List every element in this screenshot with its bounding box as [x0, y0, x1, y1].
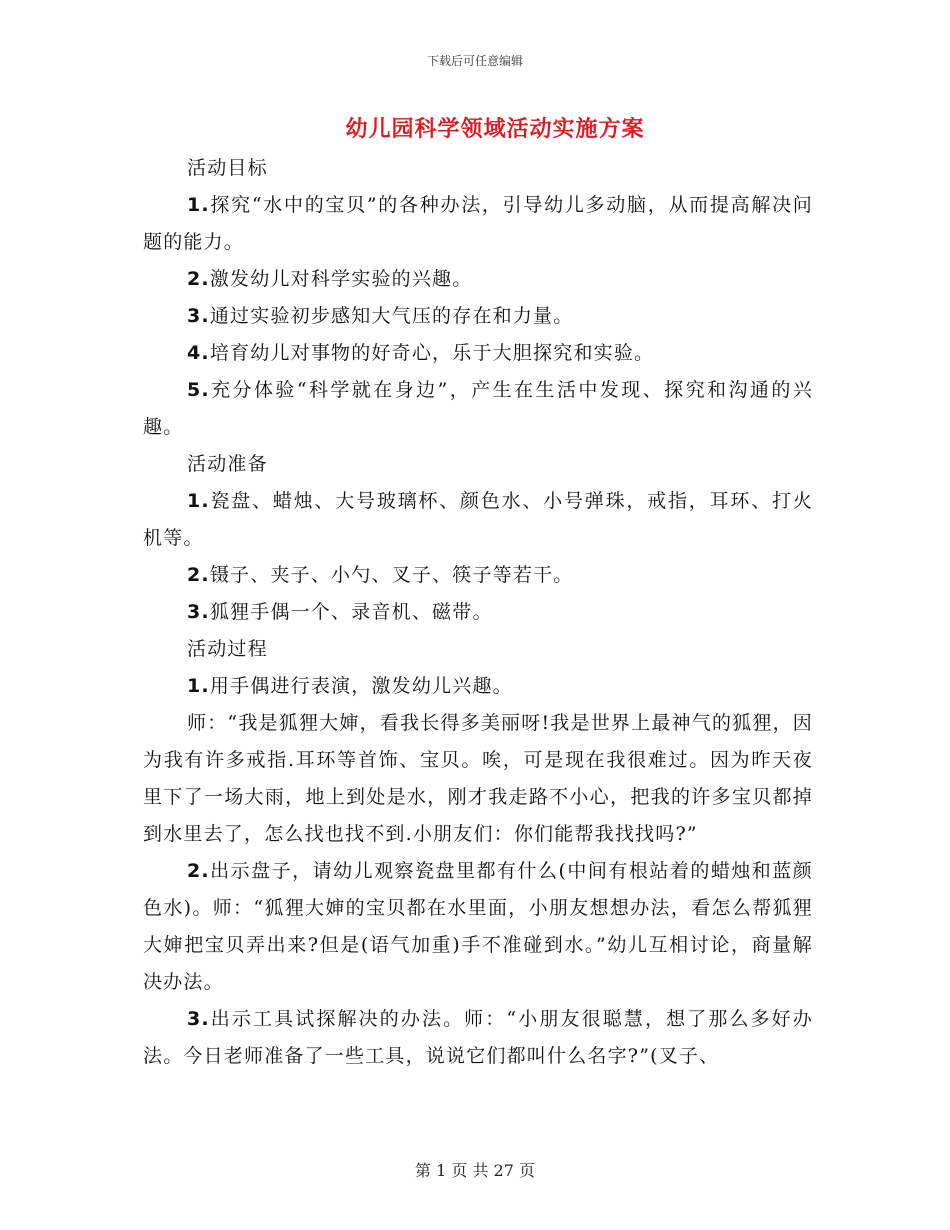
item-text: 狐狸手偶一个、录音机、磁带。 — [209, 601, 493, 623]
item-number: 2. — [187, 564, 210, 586]
goal-item — [143, 187, 813, 261]
process-dialogue: 师：“我是狐狸大婶，看我长得多美丽呀!我是世界上最神气的狐狸，因为我有许多戒指.耳环等首饰、宝贝。唉，可是现在我很难过。因为昨天夜里下了一场大雨，地上到处是水，刚才我走路不小心，把我的许多宝贝都掉到水里去了，怎么找也找不到.小朋友们：你们能帮我找找吗?” — [143, 712, 813, 845]
process-step-2 — [143, 853, 813, 1001]
goal-item — [143, 335, 813, 372]
item-text: 瓷盘、蜡烛、大号玻璃杯、颜色水、小号弹珠，戒指，耳环、打火机等。 — [143, 490, 813, 549]
item-number: 2. — [187, 268, 210, 290]
item-number: 4. — [187, 342, 210, 364]
item-number: 3. — [187, 305, 210, 327]
prep-item — [143, 594, 813, 631]
prep-item — [143, 557, 813, 594]
item-text: 通过实验初步感知大气压的存在和力量。 — [209, 305, 574, 327]
item-number: 3. — [187, 601, 210, 623]
item-number: 5. — [187, 379, 210, 401]
header-note: 下载后可任意编辑 — [426, 54, 523, 68]
item-text: 出示盘子，请幼儿观察瓷盘里都有什么(中间有根站着的蜡烛和蓝颜色水)。师：“狐狸大婶的宝贝都在水里面，小朋友想想办法，看怎么帮狐狸大婶把宝贝弄出来?但是(语气加重)手不准碰到水。”幼儿互相讨论，商量解决办法。 — [143, 860, 813, 993]
item-text: 出示工具试探解决的办法。师：“小朋友很聪慧，想了那么多好办法。今日老师准备了一些工具，说说它们都叫什么名字?”(叉子、 — [143, 1008, 813, 1067]
goal-item — [143, 372, 813, 446]
process-step-3 — [143, 1001, 813, 1075]
goal-item — [143, 298, 813, 335]
item-text: 探究“水中的宝贝”的各种办法，引导幼儿多动脑，从而提高解决问题的能力。 — [143, 194, 813, 253]
item-text: 用手偶进行表演，激发幼儿兴趣。 — [209, 675, 513, 697]
document-body — [143, 150, 813, 1075]
item-text: 激发幼儿对科学实验的兴趣。 — [209, 268, 473, 290]
item-text: 镊子、夹子、小勺、叉子、筷子等若干。 — [209, 564, 574, 586]
section-heading-process: 活动过程 — [187, 638, 268, 660]
item-text: 充分体验“科学就在身边”，产生在生活中发现、探究和沟通的兴趣。 — [143, 379, 813, 438]
item-number: 3. — [187, 1008, 210, 1030]
process-step-1 — [143, 668, 813, 705]
item-number: 2. — [187, 860, 210, 882]
item-number: 1. — [187, 675, 210, 697]
section-heading-prep: 活动准备 — [187, 453, 268, 475]
item-number: 1. — [187, 490, 210, 512]
goal-item — [143, 261, 813, 298]
page-footer: 第 1 页 共 27 页 — [415, 1161, 535, 1180]
item-text: 培育幼儿对事物的好奇心，乐于大胆探究和实验。 — [209, 342, 655, 364]
document-title: 幼儿园科学领域活动实施方案 — [345, 116, 645, 142]
item-number: 1. — [187, 194, 210, 216]
section-heading-goals: 活动目标 — [187, 157, 268, 179]
prep-item — [143, 483, 813, 557]
